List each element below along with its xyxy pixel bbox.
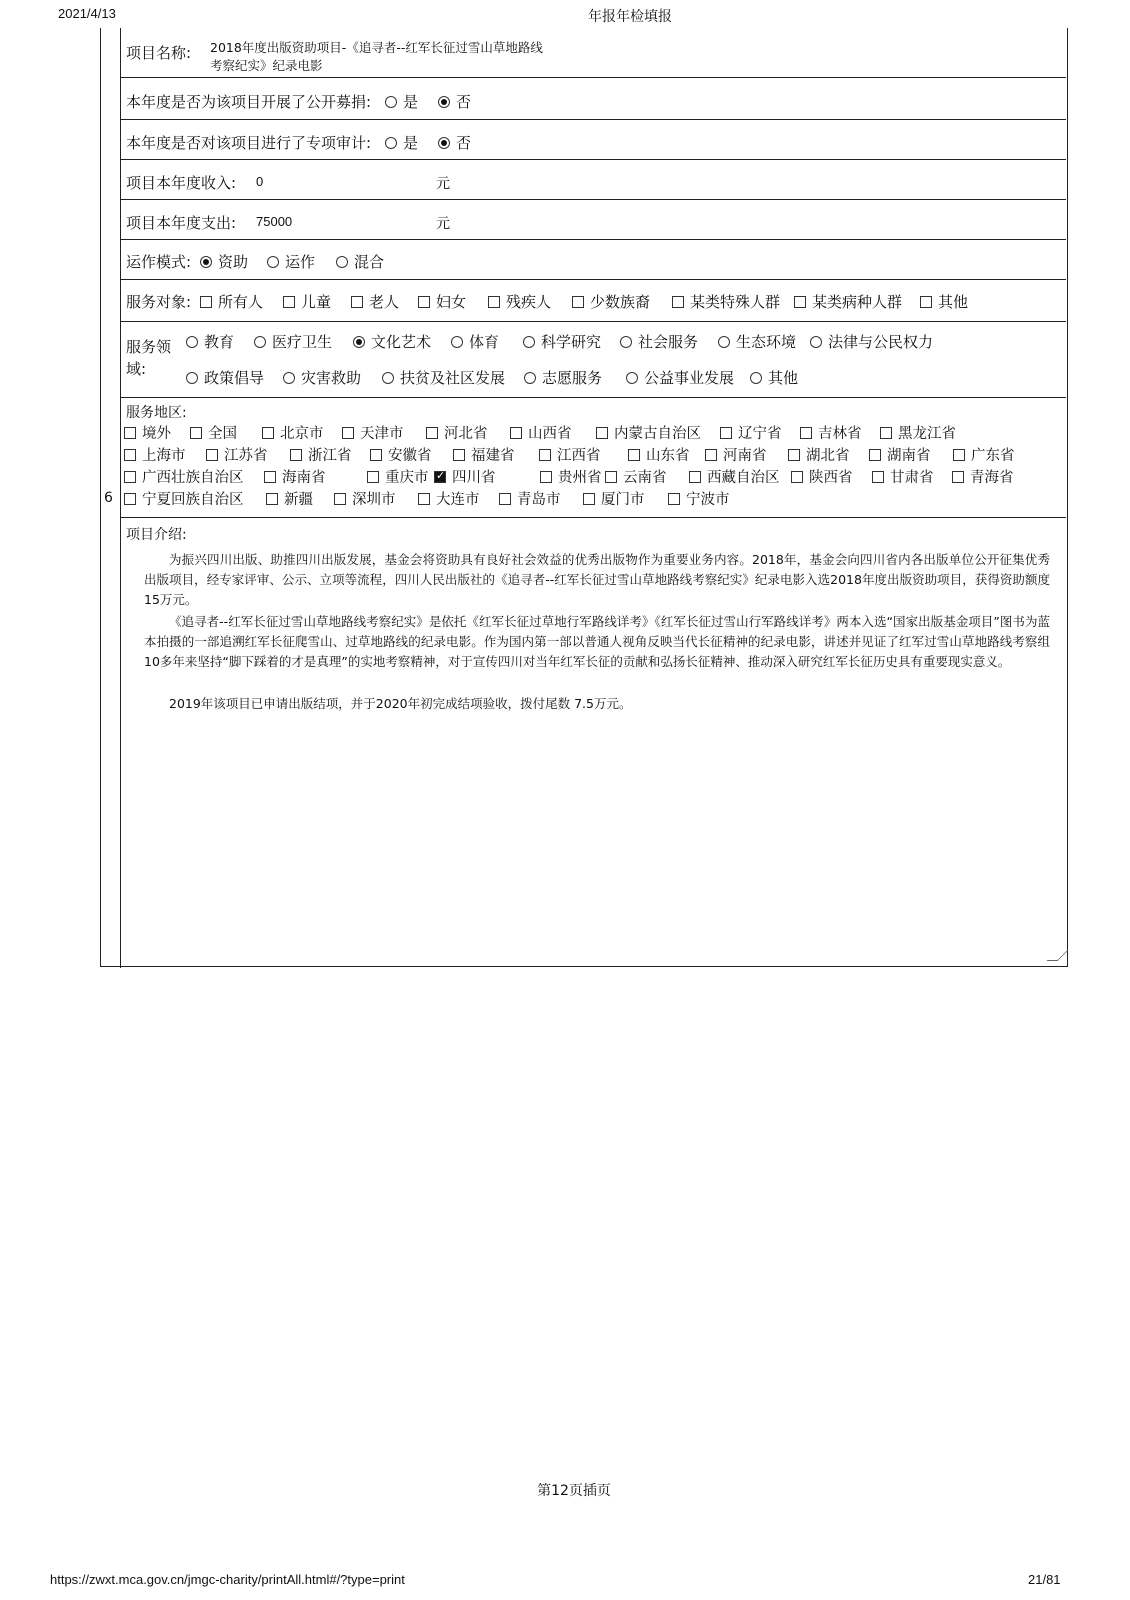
checkbox-icon[interactable] (788, 449, 800, 461)
option-label: 社会服务 (638, 333, 699, 351)
option-label: 灾害救助 (301, 369, 362, 387)
field-option[interactable] (283, 367, 361, 388)
operation-mode-mixed[interactable] (336, 251, 384, 272)
checkbox-icon[interactable] (572, 296, 584, 308)
region-option[interactable] (290, 444, 352, 465)
target-option[interactable] (351, 291, 399, 312)
field-option[interactable] (186, 331, 234, 352)
checkbox-icon[interactable] (488, 296, 500, 308)
field-option[interactable] (523, 331, 601, 352)
option-label: 深圳市 (352, 492, 396, 508)
checkbox-icon[interactable] (689, 471, 701, 483)
checkbox-icon[interactable] (872, 471, 884, 483)
field-option[interactable] (718, 331, 796, 352)
checkbox-icon[interactable] (672, 296, 684, 308)
option-label: 湖南省 (887, 448, 931, 464)
row-index: 6 (104, 490, 113, 506)
option-label: 医疗卫生 (272, 333, 333, 351)
region-option[interactable] (124, 488, 244, 509)
field-option[interactable] (620, 331, 698, 352)
field-option[interactable] (451, 331, 499, 352)
option-label: 河北省 (444, 426, 488, 442)
field-option[interactable] (810, 331, 933, 352)
field-option[interactable] (626, 367, 734, 388)
region-option[interactable] (370, 444, 432, 465)
radio-icon[interactable] (267, 256, 279, 268)
field-option[interactable] (524, 367, 602, 388)
radio-icon[interactable] (385, 137, 397, 149)
region-option[interactable] (367, 466, 429, 487)
option-label: 吉林省 (818, 426, 862, 442)
checkbox-icon[interactable] (351, 296, 363, 308)
option-label: 河南省 (723, 448, 767, 464)
region-option[interactable] (124, 466, 244, 487)
region-option[interactable] (791, 466, 853, 487)
checkbox-icon[interactable] (794, 296, 806, 308)
page-count: 21/81 (1028, 1572, 1061, 1587)
radio-icon[interactable] (186, 372, 198, 384)
target-option[interactable] (920, 291, 968, 312)
option-label: 否 (456, 93, 472, 111)
option-label: 云南省 (623, 470, 667, 486)
checkbox-icon[interactable] (668, 493, 680, 505)
option-label: 大连市 (436, 492, 480, 508)
option-label: 儿童 (301, 293, 332, 311)
income-label: 项目本年度收入: (126, 174, 237, 192)
option-label: 宁波市 (686, 492, 730, 508)
option-label: 混合 (354, 253, 385, 271)
option-label: 科学研究 (541, 333, 602, 351)
option-label: 重庆市 (385, 470, 429, 486)
checkbox-icon[interactable] (952, 471, 964, 483)
expense-row (120, 200, 1066, 240)
radio-selected-icon[interactable] (438, 137, 450, 149)
introduction-paragraph-2: 《追寻者--红军长征过雪山草地路线考察纪实》是依托《红军长征过草地行军路线详考》《红军长征过雪山行军路线详考》两本入选“国家出版基金项目”图书为蓝本拍摄的一部追溯红军长征爬雪山、过草地路线的纪录电影。作为国内第一部以普通人视角反映当代长征精神的纪录电影，讲述并见证了红军过雪山草地路线考察组10多年来坚持“脚下踩着的才是真理”的实地考察精神，对于宣传四川对当年红军长征的贡献和弘扬长征精神、推动深入研究红军长征历史具有重要现实意义。 (144, 614, 1050, 669)
region-option[interactable] (539, 444, 601, 465)
income-unit: 元 (436, 176, 450, 192)
option-label: 全国 (208, 426, 237, 442)
checkbox-icon[interactable] (583, 493, 595, 505)
option-label: 志愿服务 (542, 369, 603, 387)
region-option[interactable] (952, 466, 1014, 487)
checkbox-icon[interactable] (499, 493, 511, 505)
target-option[interactable] (572, 291, 650, 312)
checkbox-icon[interactable] (705, 449, 717, 461)
checkbox-icon[interactable] (426, 427, 438, 439)
region-option[interactable] (583, 488, 645, 509)
option-label: 是 (403, 134, 419, 152)
service-fields-row (120, 322, 1066, 398)
region-option[interactable] (668, 488, 730, 509)
option-label: 上海市 (142, 448, 186, 464)
print-url: https://zwxt.mca.gov.cn/jmgc-charity/printAll.html#/?type=print (50, 1572, 405, 1587)
option-label: 法律与公民权力 (828, 333, 934, 351)
target-option[interactable] (418, 291, 466, 312)
radio-icon[interactable] (336, 256, 348, 268)
option-label: 残疾人 (506, 293, 552, 311)
option-label: 生态环境 (736, 333, 797, 351)
checkbox-icon[interactable] (920, 296, 932, 308)
project-name-line2: 考察纪实》纪录电影 (210, 58, 323, 73)
expense-value: 75000 (256, 214, 293, 229)
radio-selected-icon[interactable] (200, 256, 212, 268)
target-option[interactable] (488, 291, 551, 312)
region-option[interactable] (720, 422, 782, 443)
region-option[interactable] (124, 444, 186, 465)
field-option[interactable] (382, 367, 505, 388)
option-label: 青岛市 (517, 492, 561, 508)
service-fields-label: 服务领 (126, 338, 172, 356)
region-option[interactable] (880, 422, 956, 443)
option-label: 江西省 (557, 448, 601, 464)
option-label: 某类特殊人群 (690, 293, 781, 311)
radio-icon[interactable] (523, 336, 535, 348)
option-label: 体育 (469, 333, 500, 351)
region-option[interactable] (334, 488, 396, 509)
option-label: 内蒙古自治区 (614, 426, 701, 442)
option-label: 其他 (938, 293, 969, 311)
option-label: 老人 (369, 293, 400, 311)
checkbox-icon[interactable] (720, 427, 732, 439)
checkbox-icon[interactable] (418, 296, 430, 308)
page-number-label: 第12页插页 (537, 1483, 611, 1499)
option-label: 某类病种人群 (812, 293, 903, 311)
project-name-label: 项目名称: (126, 44, 192, 62)
checkbox-icon[interactable] (800, 427, 812, 439)
option-label: 宁夏回族自治区 (142, 492, 244, 508)
option-label: 资助 (218, 253, 249, 271)
option-label: 其他 (768, 369, 799, 387)
income-value: 0 (256, 174, 264, 189)
operation-mode-fund[interactable] (200, 251, 248, 272)
radio-icon[interactable] (186, 336, 198, 348)
checkbox-icon[interactable] (539, 449, 551, 461)
option-label: 扶贫及社区发展 (400, 369, 506, 387)
region-option[interactable] (418, 488, 480, 509)
checkbox-icon[interactable] (418, 493, 430, 505)
checkbox-icon[interactable] (628, 449, 640, 461)
checkbox-icon[interactable] (124, 427, 136, 439)
operation-mode-operate[interactable] (267, 251, 315, 272)
project-name-row (120, 28, 1066, 78)
field-option-selected[interactable] (353, 331, 431, 352)
special-audit-label: 本年度是否对该项目进行了专项审计: (126, 134, 372, 152)
radio-icon[interactable] (524, 372, 536, 384)
region-option[interactable] (872, 466, 934, 487)
checkbox-icon[interactable] (869, 449, 881, 461)
expense-unit: 元 (436, 216, 450, 232)
checkbox-icon[interactable] (605, 471, 617, 483)
option-label: 教育 (204, 333, 235, 351)
region-option[interactable] (605, 466, 667, 487)
region-option[interactable] (510, 422, 572, 443)
option-label: 湖北省 (806, 448, 850, 464)
special-audit-row (120, 120, 1066, 160)
option-label: 陕西省 (809, 470, 853, 486)
option-label: 否 (456, 134, 472, 152)
checkbox-icon[interactable] (510, 427, 522, 439)
region-option[interactable] (264, 466, 326, 487)
radio-icon[interactable] (750, 372, 762, 384)
service-regions-label: 服务地区: (126, 405, 187, 421)
option-label: 江苏省 (224, 448, 268, 464)
project-name-line1: 2018年度出版资助项目-《追寻者--红军长征过雪山草地路线 (210, 40, 543, 55)
service-fields-label-cont: 域: (126, 360, 147, 378)
option-label: 甘肃省 (890, 470, 934, 486)
option-label: 福建省 (471, 448, 515, 464)
checkbox-icon[interactable] (283, 296, 295, 308)
option-label: 广东省 (971, 448, 1015, 464)
region-option[interactable] (689, 466, 780, 487)
target-option[interactable] (794, 291, 902, 312)
checkbox-icon[interactable] (791, 471, 803, 483)
checkbox-icon[interactable] (290, 449, 302, 461)
region-option[interactable] (262, 422, 324, 443)
checkbox-icon[interactable] (334, 493, 346, 505)
public-fundraising-no[interactable] (438, 91, 471, 112)
service-targets-label: 服务对象: (126, 293, 192, 311)
special-audit-no[interactable] (438, 132, 471, 153)
introduction-paragraph-3: 2019年该项目已申请出版结项，并于2020年初完成结项验收，拨付尾数 7.5万元。 (169, 696, 632, 711)
option-label: 西藏自治区 (707, 470, 780, 486)
checkbox-icon[interactable] (266, 493, 278, 505)
checkbox-icon[interactable] (367, 471, 379, 483)
target-option[interactable] (672, 291, 780, 312)
radio-selected-icon[interactable] (353, 336, 365, 348)
option-label: 北京市 (280, 426, 324, 442)
target-option[interactable] (200, 291, 263, 312)
option-label: 境外 (142, 426, 171, 442)
region-option[interactable] (705, 444, 767, 465)
region-option[interactable] (596, 422, 701, 443)
checkbox-icon[interactable] (453, 449, 465, 461)
checkbox-icon[interactable] (124, 493, 136, 505)
option-label: 山西省 (528, 426, 572, 442)
checkbox-icon[interactable] (124, 449, 136, 461)
region-option[interactable] (800, 422, 862, 443)
option-label: 山东省 (646, 448, 690, 464)
region-option[interactable] (124, 422, 171, 443)
checkbox-icon[interactable] (206, 449, 218, 461)
checkbox-icon[interactable] (190, 427, 202, 439)
region-option[interactable] (788, 444, 850, 465)
region-option[interactable] (628, 444, 690, 465)
option-label: 黑龙江省 (898, 426, 956, 442)
region-option[interactable] (206, 444, 268, 465)
option-label: 新疆 (284, 492, 313, 508)
option-label: 海南省 (282, 470, 326, 486)
radio-icon[interactable] (283, 372, 295, 384)
region-option[interactable] (540, 466, 602, 487)
special-audit-yes[interactable] (385, 132, 418, 153)
region-option[interactable] (499, 488, 561, 509)
radio-icon[interactable] (382, 372, 394, 384)
checkbox-icon[interactable] (596, 427, 608, 439)
print-date: 2021/4/13 (58, 6, 116, 21)
option-label: 妇女 (436, 293, 467, 311)
checkbox-checked-icon[interactable] (434, 471, 446, 483)
checkbox-icon[interactable] (200, 296, 212, 308)
region-option[interactable] (953, 444, 1015, 465)
public-fundraising-label: 本年度是否为该项目开展了公开募捐: (126, 93, 372, 111)
option-label: 所有人 (218, 293, 264, 311)
expense-label: 项目本年度支出: (126, 214, 237, 232)
option-label: 文化艺术 (371, 333, 432, 351)
region-option[interactable] (266, 488, 313, 509)
checkbox-icon[interactable] (370, 449, 382, 461)
option-label: 厦门市 (601, 492, 645, 508)
radio-icon[interactable] (810, 336, 822, 348)
public-fundraising-row (120, 78, 1066, 120)
radio-icon[interactable] (620, 336, 632, 348)
option-label: 安徽省 (388, 448, 432, 464)
option-label: 辽宁省 (738, 426, 782, 442)
page-title: 年报年检填报 (588, 9, 672, 25)
checkbox-icon[interactable] (124, 471, 136, 483)
option-label: 贵州省 (558, 470, 602, 486)
option-label: 广西壮族自治区 (142, 470, 244, 486)
service-regions-row (120, 398, 1066, 518)
radio-icon[interactable] (385, 96, 397, 108)
option-label: 天津市 (360, 426, 404, 442)
checkbox-icon[interactable] (342, 427, 354, 439)
option-label: 青海省 (970, 470, 1014, 486)
radio-icon[interactable] (718, 336, 730, 348)
radio-icon[interactable] (254, 336, 266, 348)
service-targets-row (120, 280, 1066, 322)
introduction-label: 项目介绍: (126, 527, 187, 543)
option-label: 公益事业发展 (644, 369, 735, 387)
target-option[interactable] (283, 291, 331, 312)
operation-mode-label: 运作模式: (126, 253, 192, 271)
introduction-section (120, 518, 1066, 966)
region-option[interactable] (426, 422, 488, 443)
option-label: 是 (403, 93, 419, 111)
option-label: 四川省 (452, 470, 496, 486)
region-option[interactable] (434, 466, 496, 487)
region-option[interactable] (453, 444, 515, 465)
public-fundraising-yes[interactable] (385, 91, 418, 112)
checkbox-icon[interactable] (953, 449, 965, 461)
option-label: 政策倡导 (204, 369, 265, 387)
region-option[interactable] (342, 422, 404, 443)
checkbox-icon[interactable] (540, 471, 552, 483)
option-label: 少数族裔 (590, 293, 651, 311)
introduction-paragraph-1: 为振兴四川出版、助推四川出版发展，基金会将资助具有良好社会效益的优秀出版物作为重要业务内容。2018年，基金会向四川省内各出版单位公开征集优秀出版项目，经专家评审、公示、立项等流程，四川人民出版社的《追寻者--红军长征过雪山草地路线考察纪实》纪录电影入选2018年度出版资助项目，获得资助额度15万元。 (144, 552, 1050, 607)
radio-selected-icon[interactable] (438, 96, 450, 108)
region-option[interactable] (869, 444, 931, 465)
income-row (120, 160, 1066, 200)
checkbox-icon[interactable] (262, 427, 274, 439)
option-label: 浙江省 (308, 448, 352, 464)
field-option[interactable] (254, 331, 332, 352)
region-option[interactable] (190, 422, 237, 443)
field-option[interactable] (186, 367, 264, 388)
radio-icon[interactable] (451, 336, 463, 348)
operation-mode-row (120, 240, 1066, 280)
checkbox-icon[interactable] (264, 471, 276, 483)
option-label: 运作 (285, 253, 316, 271)
radio-icon[interactable] (626, 372, 638, 384)
field-option[interactable] (750, 367, 798, 388)
checkbox-icon[interactable] (880, 427, 892, 439)
